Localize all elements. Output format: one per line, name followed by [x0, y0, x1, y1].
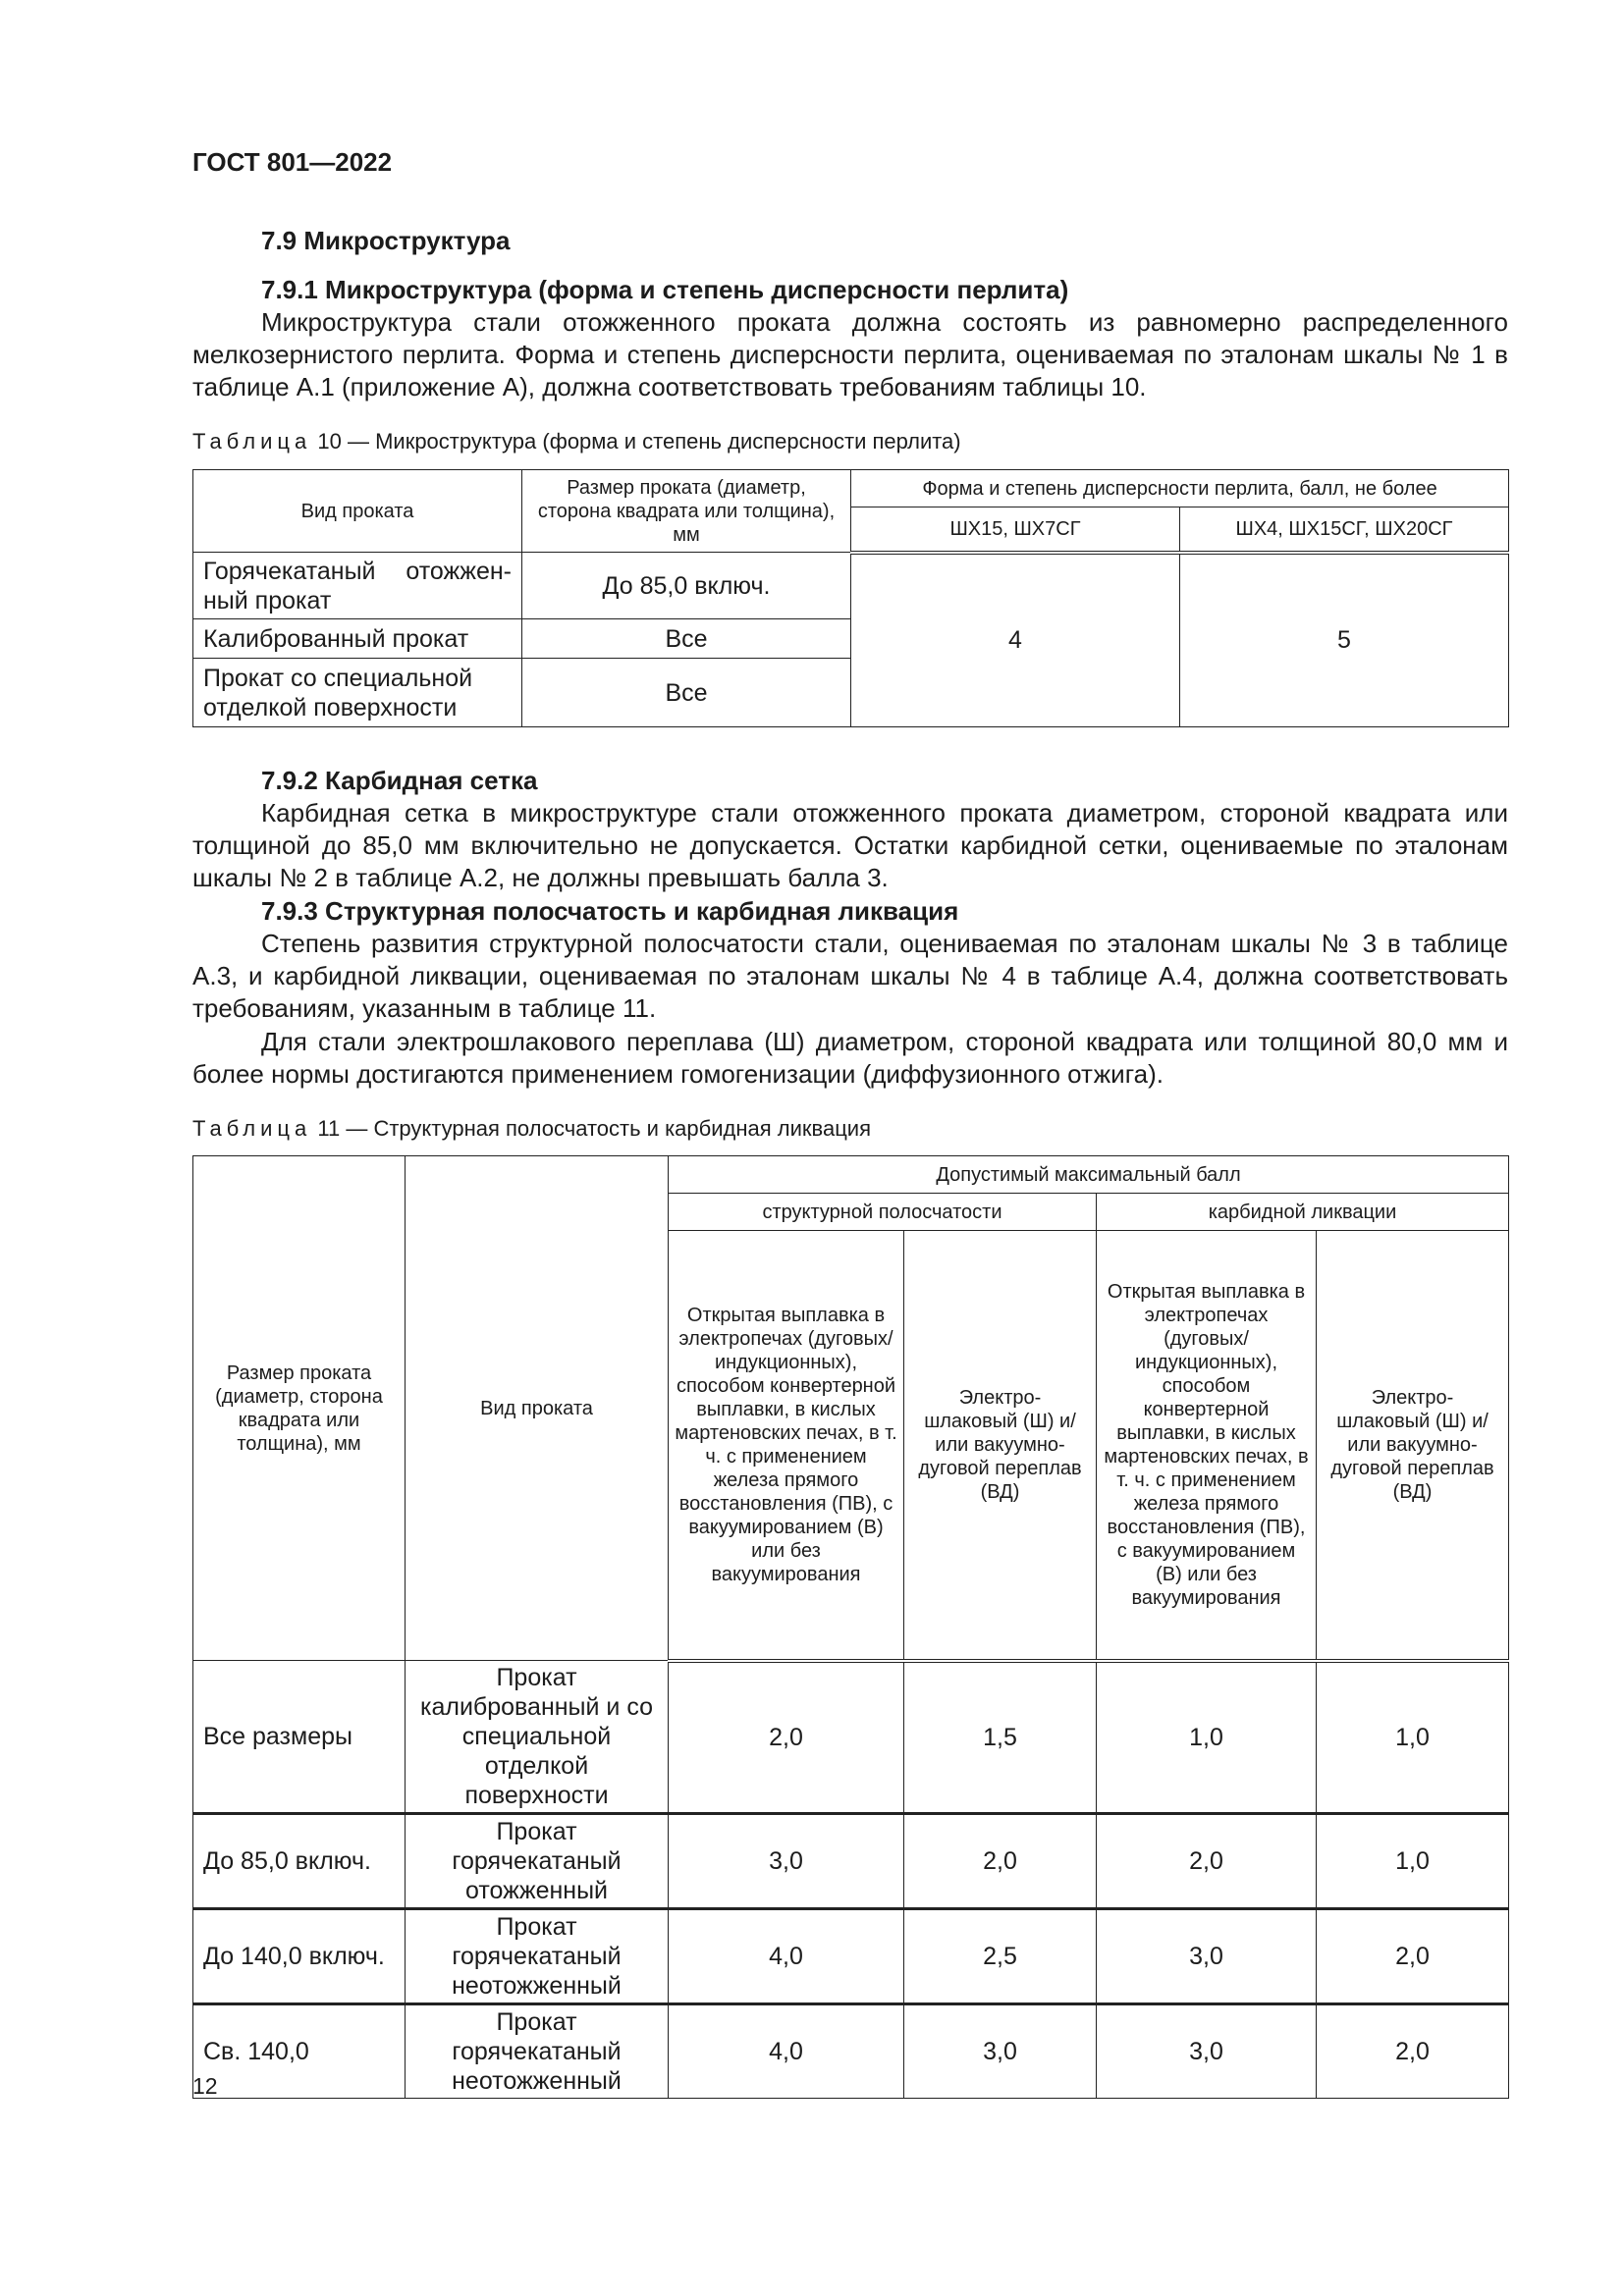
paragraph-7-9-1: Микроструктура стали отожженного проката должна состоять из равномерно распределенного мелкозернистого перлита. Форма и степень дисперсности перлита, оцениваемая по эталонам шкалы № 1 в таблице А.1 (приложение А), должна соответствовать требованиям таблицы 10. — [192, 307, 1508, 401]
t11-cell-value: 2,0 — [904, 1814, 1097, 1909]
t11-cell-type: Прокат горячекатаный неотожженный — [406, 1909, 669, 2004]
t10-header-group: Форма и степень дисперсности перлита, балл, не более — [851, 470, 1509, 507]
t11-cell-value: 4,0 — [669, 2004, 904, 2099]
section-7-9-1-title: 7.9.1 Микроструктура (форма и степень дисперсности перлита) — [261, 275, 1069, 304]
paragraph-7-9-2: Карбидная сетка в микроструктуре стали отожженного проката диаметром, стороной квадрата или толщиной до 85,0 мм включительно не допускается. Остатки карбидной сетки, оцениваемые по эталонам шкалы № 2 в таблице А.2, не должны превышать балла 3. — [192, 798, 1508, 892]
table-10-caption — [192, 429, 961, 454]
table-row — [193, 1661, 1509, 1814]
t11-cell-value: 3,0 — [1097, 2004, 1317, 2099]
t11-cell-value: 3,0 — [904, 2004, 1097, 2099]
t11-cell-size: Св. 140,0 — [193, 2004, 406, 2099]
t11-cell-size: До 140,0 включ. — [193, 1909, 406, 2004]
t10-header-type: Вид проката — [193, 470, 522, 553]
paragraph-7-9-3b: Для стали электрошлакового переплава (Ш) диаметром, стороной квадрата или толщиной 80,0 мм и более нормы достигаются применением гомогенизации (диффузионного отжига). — [192, 1027, 1508, 1089]
t11-cell-type: Прокат калиброванный и со специальной отделкой поверхности — [406, 1661, 669, 1814]
caption-text: 10 — Микроструктура (форма и степень дисперсности перлита) — [317, 429, 961, 454]
t11-cell-value: 2,0 — [1097, 1814, 1317, 1909]
t10-header-size: Размер проката (диаметр, сторона квадрата или толщина), мм — [522, 470, 851, 553]
t11-cell-value: 3,0 — [1097, 1909, 1317, 2004]
t11-cell-value: 2,0 — [1317, 2004, 1509, 2099]
t11-cell-type: Прокат горячекатаный неотожженный — [406, 2004, 669, 2099]
t10-row-size: До 85,0 включ. — [522, 553, 851, 619]
t11-header-esr: Электро- шлаковый (Ш) и/или вакуумно- дуговой переплав (ВД) — [904, 1231, 1097, 1661]
table-11 — [192, 1155, 1509, 2099]
caption-text: 11 — Структурная полосчатость и карбидная ликвация — [317, 1116, 872, 1141]
t11-cell-value: 1,0 — [1317, 1661, 1509, 1814]
t11-header-open-melt: Открытая выплавка в электропечах (дуговых/ индукционных), способом конвертерной выплавки, в кислых мартеновских печах, в т. ч. с применением железа прямого восстановления (ПВ), с вакуумированием (В) или без вакуумирования — [669, 1231, 904, 1661]
t11-cell-size: До 85,0 включ. — [193, 1814, 406, 1909]
t10-value-grade-1: 4 — [851, 553, 1180, 727]
t10-row-type: Калиброванный прокат — [193, 619, 522, 659]
t10-header-grade-1: ШХ15, ШХ7СГ — [851, 507, 1180, 553]
t11-header-top: Допустимый максимальный балл — [669, 1156, 1509, 1194]
t10-row-type: Прокат со специальной отделкой поверхности — [193, 659, 522, 727]
document-header: ГОСТ 801—2022 — [192, 147, 393, 177]
section-7-9-title: 7.9 Микроструктура — [261, 226, 511, 255]
t11-cell-value: 2,0 — [669, 1661, 904, 1814]
section-7-9-3-title: 7.9.3 Структурная полосчатость и карбидная ликвация — [261, 896, 959, 926]
table-11-caption — [192, 1116, 871, 1142]
t11-header-struct: структурной полосчатости — [669, 1194, 1097, 1231]
caption-word: Таблица — [192, 1116, 312, 1141]
t11-cell-size: Все размеры — [193, 1661, 406, 1814]
section-7-9-2-title: 7.9.2 Карбидная сетка — [261, 766, 538, 795]
t10-row-size: Все — [522, 659, 851, 727]
t11-cell-value: 4,0 — [669, 1909, 904, 2004]
t10-row-size: Все — [522, 619, 851, 659]
table-10 — [192, 469, 1509, 727]
t11-cell-type: Прокат горячекатаный отожженный — [406, 1814, 669, 1909]
t11-cell-value: 1,0 — [1097, 1661, 1317, 1814]
t10-row-type-line1: Горячекатаный отожжен- — [203, 557, 512, 585]
table-row — [193, 1814, 1509, 1909]
t11-cell-value: 1,0 — [1317, 1814, 1509, 1909]
t11-header-type: Вид проката — [406, 1156, 669, 1661]
caption-word: Таблица — [192, 429, 312, 454]
t11-cell-value: 3,0 — [669, 1814, 904, 1909]
paragraph-7-9-3a: Степень развития структурной полосчатости стали, оцениваемая по эталонам шкалы № 3 в таблице А.3, и карбидной ликвации, оцениваемая по эталонам шкалы № 4 в таблице А.4, должна соответствовать требованиям, указанным в таблице 11. — [192, 929, 1508, 1023]
t11-header-open-melt: Открытая выплавка в электропечах (дуговых/ индукционных), способом конвертерной выплавки, в кислых мартеновских печах, в т. ч. с применением железа прямого восстановления (ПВ), с вакуумированием (В) или без вакуумирования — [1097, 1231, 1317, 1661]
t11-header-carb: карбидной ликвации — [1097, 1194, 1509, 1231]
t11-header-esr: Электро- шлаковый (Ш) и/или вакуумно- дуговой переплав (ВД) — [1317, 1231, 1509, 1661]
t10-row-type — [193, 553, 522, 619]
page-number: 12 — [192, 2073, 218, 2099]
t11-cell-value: 2,0 — [1317, 1909, 1509, 2004]
t10-header-grade-2: ШХ4, ШХ15СГ, ШХ20СГ — [1180, 507, 1509, 553]
t10-value-grade-2: 5 — [1180, 553, 1509, 727]
t11-header-size: Размер проката (диаметр, сторона квадрата или толщина), мм — [193, 1156, 406, 1661]
table-row — [193, 1909, 1509, 2004]
t10-row-type-line2: ный прокат — [203, 586, 332, 614]
t11-cell-value: 2,5 — [904, 1909, 1097, 2004]
table-row — [193, 2004, 1509, 2099]
t11-cell-value: 1,5 — [904, 1661, 1097, 1814]
